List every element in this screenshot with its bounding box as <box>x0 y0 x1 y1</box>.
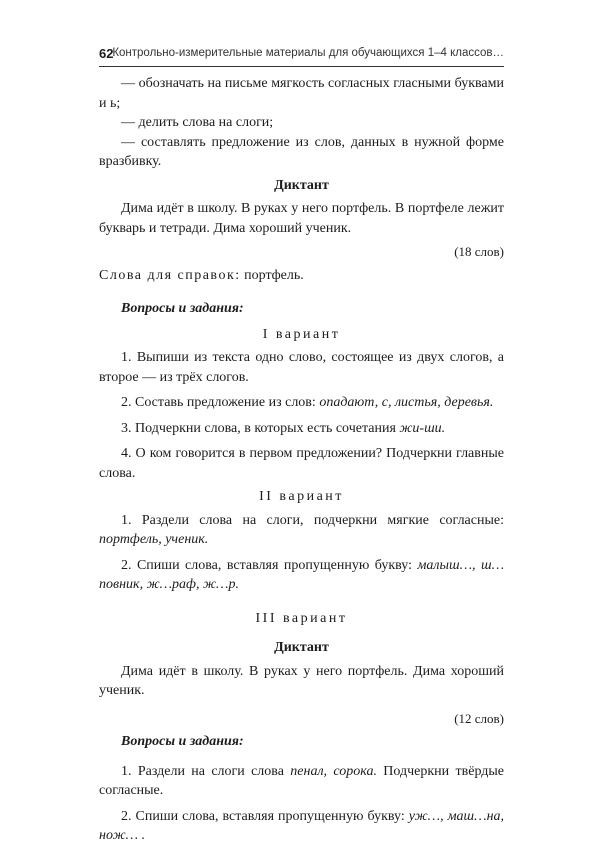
intro-item: — обозначать на письме мягкость согласных гласными буквами и ь; <box>99 76 504 111</box>
task <box>99 419 504 439</box>
task-lead: 2. Спиши слова, вставляя пропущенную букву: <box>121 808 405 824</box>
task-lead: 3. Подчеркни слова, в которых есть сочетания <box>121 420 396 436</box>
questions-heading: Вопросы и задания: <box>121 301 244 316</box>
task <box>99 762 504 801</box>
running-title: Контрольно-измерительные материалы для обучающихся 1–4 классов… <box>112 47 504 59</box>
task-lead: 2. Составь предложение из слов: <box>121 395 316 410</box>
dictation-heading: Диктант <box>274 640 329 655</box>
variant-title: I вариант <box>262 326 341 342</box>
task-words: жи-ши. <box>399 420 446 436</box>
questions-heading: Вопросы и задания: <box>121 734 244 749</box>
reference-words <box>99 266 504 286</box>
task <box>99 556 504 595</box>
task-lead: 1. Раздели слова на слоги, подчеркни мягкие согласные: <box>121 512 504 528</box>
task-lead: 1. Раздели на слоги слова <box>121 763 284 779</box>
task <box>99 393 504 413</box>
word-count: (18 слов) <box>454 244 504 259</box>
task-words: уж…, маш…на, нож… . <box>99 808 505 843</box>
intro-item: — делить слова на слоги; <box>121 115 274 130</box>
task-words: опадают, с, листья, деревья. <box>319 395 494 410</box>
word-count: (12 слов) <box>454 710 504 726</box>
task-tail: Подчеркни твёрдые согласные. <box>99 763 505 798</box>
task <box>99 511 504 550</box>
task-words: пенал, сорока. <box>290 763 377 779</box>
task-words: портфель, ученик. <box>99 532 209 547</box>
task-lead: 2. Спиши слова, вставляя пропущенную букву: <box>121 557 412 573</box>
dictation-heading: Диктант <box>274 177 329 193</box>
variant-title: II вариант <box>259 489 344 504</box>
task-words: малыш…, ш…повник, ж…раф, ж…р. <box>99 557 505 592</box>
dictation-text: Дима идёт в школу. В руках у него портфель. В портфеле лежит букварь и тетради. Дима хороший ученик. <box>99 201 504 236</box>
intro-item: — составлять предложение из слов, данных в нужной форме вразбивку. <box>99 134 504 169</box>
task: 4. О ком говорится в первом предложении? Подчеркни главные слова. <box>99 446 504 481</box>
dictation-text: Дима идёт в школу. В руках у него портфель. Дима хороший ученик. <box>99 663 504 698</box>
task <box>99 807 504 846</box>
page-content <box>99 74 504 846</box>
variant-title: III вариант <box>255 610 348 626</box>
task: 1. Выпиши из текста одно слово, состоящее из двух слогов, а второе — из трёх слогов. <box>99 350 504 385</box>
page-number: 62 <box>99 46 114 61</box>
reference-word: портфель. <box>244 267 304 283</box>
reference-label: Слова для справок: <box>99 267 241 283</box>
running-header <box>99 46 504 67</box>
